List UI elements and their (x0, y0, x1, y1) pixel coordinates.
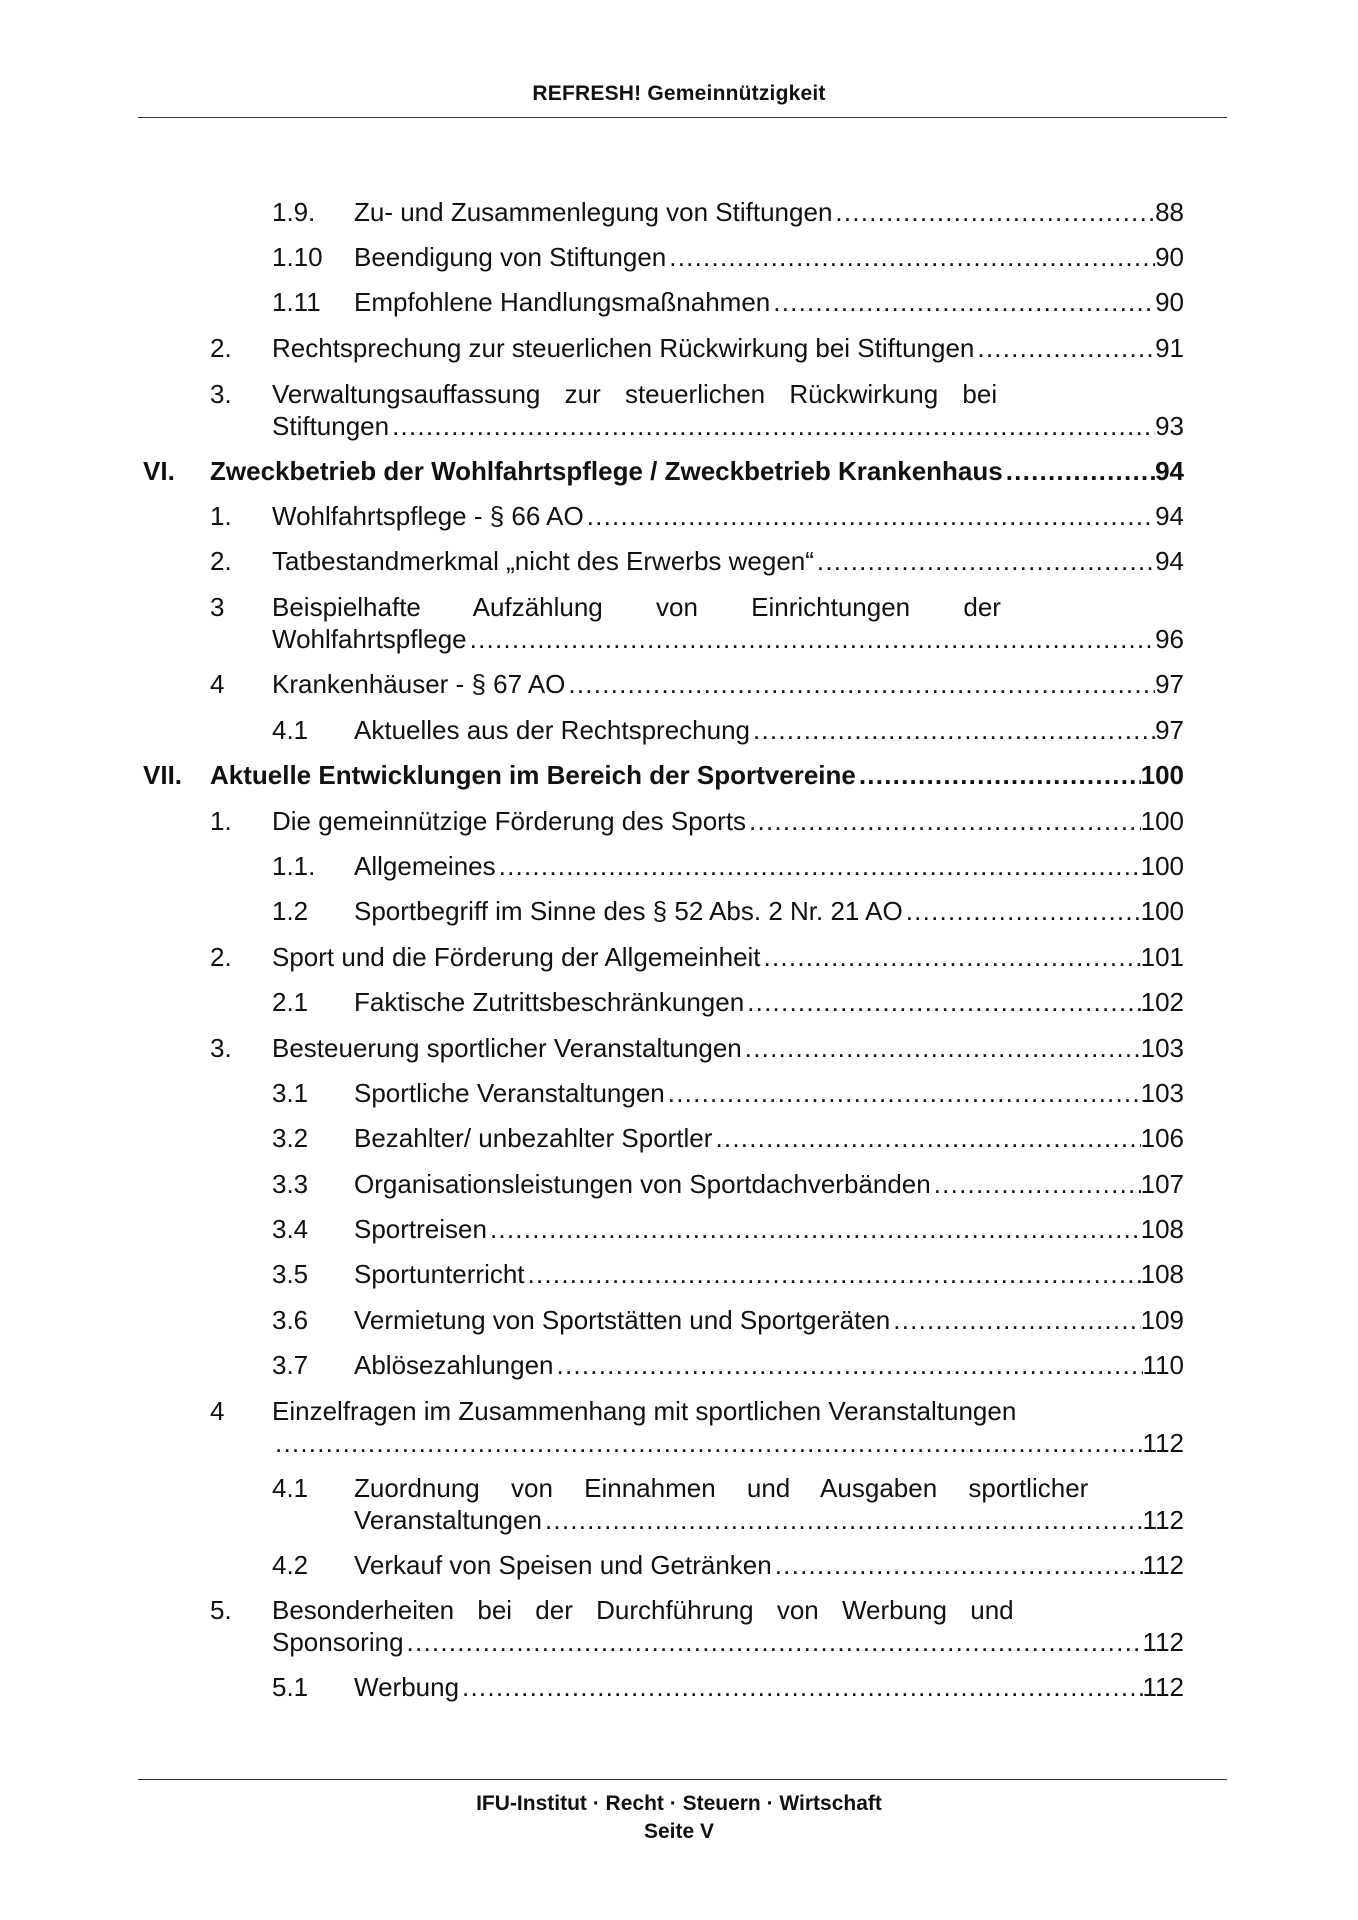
dot-leader (770, 286, 1155, 318)
toc-entry-page: 112 (1142, 1428, 1184, 1458)
toc-entry-page: 100 (1140, 896, 1184, 926)
dot-leader (459, 1671, 1143, 1703)
dot-leader (565, 668, 1155, 700)
dot-leader (666, 241, 1155, 273)
page-footer (0, 1790, 1358, 1846)
dot-leader (467, 623, 1155, 655)
dot-leader (272, 1427, 1143, 1459)
toc-entry-page: 88 (1155, 197, 1184, 227)
toc-entry-title-continued: Veranstaltungen (354, 1505, 542, 1535)
dot-leader (584, 500, 1155, 532)
dot-leader (389, 410, 1155, 442)
toc-entry-number: 3.7 (272, 1350, 309, 1380)
toc-entry-page: 101 (1140, 942, 1184, 972)
dot-leader (761, 941, 1141, 973)
toc-chapter-title: Zweckbetrieb der Wohlfahrtspflege / Zweckbetrieb Krankenhaus (210, 456, 1003, 486)
toc-entry-title: Empfohlene Handlungsmaßnahmen (354, 287, 771, 317)
toc-entry-page: 109 (1140, 1305, 1184, 1335)
toc-entry-title: Einzelfragen im Zusammenhang mit sportlichen Veranstaltungen (272, 1396, 1017, 1426)
toc-entry-page: 108 (1140, 1214, 1184, 1244)
dot-leader (974, 332, 1155, 364)
toc-entry-number: 3.5 (272, 1259, 309, 1289)
toc-entry-title: Sportunterricht (354, 1259, 525, 1289)
toc-entry-title: Wohlfahrtspflege - § 66 AO (272, 501, 584, 531)
toc-entry-number: 4.1 (272, 1473, 309, 1503)
toc-chapter-number: VII. (143, 760, 183, 790)
toc-entry-number: 3. (210, 1033, 232, 1063)
toc-entry-number: 3. (210, 379, 232, 409)
toc-entry-number: 3.3 (272, 1169, 309, 1199)
footer-rule (138, 1779, 1227, 1780)
toc-entry-page: 91 (1155, 333, 1184, 363)
toc-entry-title: Faktische Zutrittsbeschränkungen (354, 987, 745, 1017)
toc-entry-number: 3.4 (272, 1214, 309, 1244)
dot-leader (903, 895, 1141, 927)
dot-leader (404, 1626, 1143, 1658)
toc-entry-number: 3.2 (272, 1123, 309, 1153)
toc-entry-title: Ablösezahlungen (354, 1350, 554, 1380)
toc-entry-number: 2.1 (272, 987, 309, 1017)
toc-entry-page: 94 (1155, 501, 1184, 531)
toc-entry-title-continued: Stiftungen (272, 411, 390, 441)
toc-entry-number: 1.9. (272, 197, 316, 227)
toc-entry-page: 103 (1140, 1033, 1184, 1063)
toc-entry-title: Besonderheiten bei der Durchführung von Werbung und (272, 1595, 1014, 1625)
toc-entry-title-continued: Wohlfahrtspflege (272, 624, 467, 654)
toc-entry-title: Aktuelles aus der Rechtsprechung (354, 715, 751, 745)
toc-entry-number: 2. (210, 942, 232, 972)
toc-entry-page: 97 (1155, 715, 1184, 745)
toc-entry-page: 94 (1155, 456, 1184, 486)
toc-entry-title: Verwaltungsauffassung zur steuerlichen Rückwirkung bei (272, 379, 998, 409)
toc-entry-title: Sport und die Förderung der Allgemeinheit (272, 942, 761, 972)
toc-entry-page: 112 (1142, 1550, 1184, 1580)
toc-entry-page: 106 (1140, 1123, 1184, 1153)
toc-entry-page: 112 (1142, 1627, 1184, 1657)
toc-entry-page: 93 (1155, 411, 1184, 441)
dot-leader (814, 545, 1155, 577)
footer-institute: IFU-Institut · Recht · Steuern · Wirtschaft (476, 1792, 882, 1815)
toc-entry-page: 96 (1155, 624, 1184, 654)
toc-entry-number: 2. (210, 546, 232, 576)
dot-leader (832, 196, 1155, 228)
toc-entry-title: Krankenhäuser - § 67 AO (272, 669, 566, 699)
toc-entry-page: 100 (1140, 760, 1184, 790)
toc-entry-page: 112 (1142, 1672, 1184, 1702)
toc-entry-title: Bezahlter/ unbezahlter Sportler (354, 1123, 713, 1153)
toc-entry-number: 4 (210, 669, 225, 699)
toc-entry-title: Werbung (354, 1672, 460, 1702)
toc-entry-title: Tatbestandmerkmal „nicht des Erwerbs wegen“ (272, 546, 814, 576)
toc-entry-number: 4.1 (272, 715, 309, 745)
toc-entry-page: 97 (1155, 669, 1184, 699)
dot-leader (665, 1077, 1141, 1109)
toc-entry-title-continued: Sponsoring (272, 1627, 404, 1657)
toc-entry-number: 1. (210, 501, 232, 531)
toc-entry-title: Zu- und Zusammenlegung von Stiftungen (354, 197, 833, 227)
dot-leader (742, 1032, 1141, 1064)
toc-entry-title: Sportreisen (354, 1214, 487, 1244)
toc-entry-number: 5. (210, 1595, 232, 1625)
toc-entry-title: Die gemeinnützige Förderung des Sports (272, 806, 747, 836)
toc-entry-number: 5.1 (272, 1672, 309, 1702)
toc-chapter-title: Aktuelle Entwicklungen im Bereich der Sportvereine (210, 760, 856, 790)
dot-leader (931, 1168, 1141, 1200)
dot-leader (712, 1122, 1140, 1154)
toc-entry-page: 107 (1140, 1169, 1184, 1199)
toc-entry-number: 1.2 (272, 896, 309, 926)
toc-entry-number: 4 (210, 1396, 225, 1426)
dot-leader (487, 1213, 1141, 1245)
dot-leader (496, 850, 1141, 882)
dot-leader (525, 1258, 1141, 1290)
dot-leader (772, 1549, 1143, 1581)
toc-entry-title: Besteuerung sportlicher Veranstaltungen (272, 1033, 742, 1063)
toc-entry-page: 90 (1155, 242, 1184, 272)
toc-entry-number: 3.1 (272, 1078, 309, 1108)
toc-entry-title: Beispielhafte Aufzählung von Einrichtungen der (272, 592, 1001, 622)
toc-entry-number: 3.6 (272, 1305, 309, 1335)
toc-entry-page: 90 (1155, 287, 1184, 317)
toc-entry-number: 1.11 (272, 287, 321, 317)
dot-leader (1003, 455, 1155, 487)
toc-chapter-number: VI. (143, 456, 175, 486)
toc-entry-title: Sportliche Veranstaltungen (354, 1078, 665, 1108)
page-number: Seite V (643, 1820, 715, 1843)
toc-entry-page: 100 (1140, 851, 1184, 881)
toc-entry-page: 110 (1142, 1350, 1184, 1380)
toc-entry-page: 100 (1140, 806, 1184, 836)
toc-entry-number: 1.10 (272, 242, 323, 272)
toc-entry-number: 1.1. (272, 851, 316, 881)
dot-leader (744, 986, 1140, 1018)
toc-entry-title: Beendigung von Stiftungen (354, 242, 667, 272)
toc-entry-page: 94 (1155, 546, 1184, 576)
dot-leader (890, 1304, 1140, 1336)
toc-entry-number: 4.2 (272, 1550, 309, 1580)
dot-leader (856, 759, 1141, 791)
toc-entry-title: Sportbegriff im Sinne des § 52 Abs. 2 Nr. 21 AO (354, 896, 903, 926)
dot-leader (750, 714, 1155, 746)
toc-entry-number: 1. (210, 806, 232, 836)
toc-entry-title: Vermietung von Sportstätten und Sportgeräten (354, 1305, 891, 1335)
toc-entry-title: Verkauf von Speisen und Getränken (354, 1550, 772, 1580)
toc-entry-number: 2. (210, 333, 232, 363)
toc-entry-title: Organisationsleistungen von Sportdachverbänden (354, 1169, 931, 1199)
toc-entry-title: Allgemeines (354, 851, 496, 881)
dot-leader (542, 1504, 1143, 1536)
toc-entry-page: 112 (1142, 1505, 1184, 1535)
dot-leader (554, 1349, 1143, 1381)
page-header: REFRESH! Gemeinnützigkeit (532, 82, 826, 105)
toc-entry-title: Zuordnung von Einnahmen und Ausgaben sportlicher (354, 1473, 1089, 1503)
toc-entry-page: 103 (1140, 1078, 1184, 1108)
toc-entry-number: 3 (210, 592, 225, 622)
toc-entry-page: 108 (1140, 1259, 1184, 1289)
dot-leader (746, 805, 1141, 837)
toc-entry-page: 102 (1140, 987, 1184, 1017)
toc-entry-title: Rechtsprechung zur steuerlichen Rückwirkung bei Stiftungen (272, 333, 975, 363)
